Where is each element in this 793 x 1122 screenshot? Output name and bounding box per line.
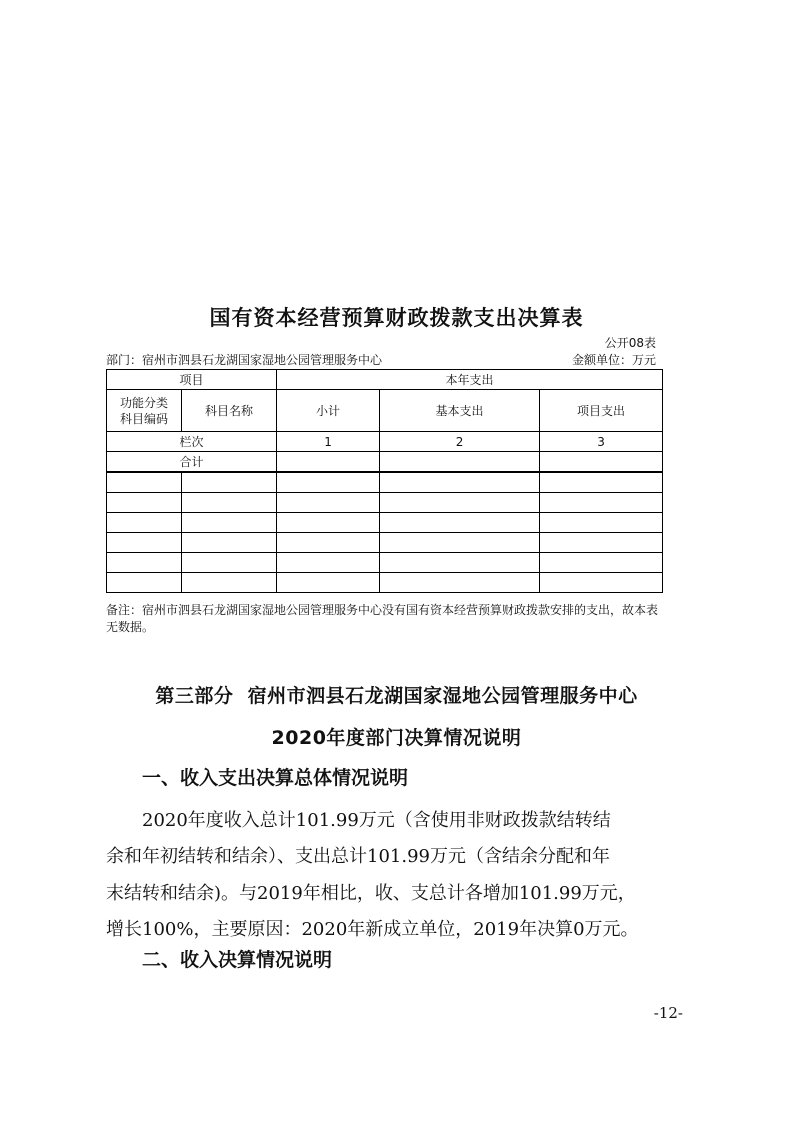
total-subtotal [277, 452, 380, 473]
table-header-row [107, 370, 663, 390]
part-subtitle: 2020年度部门决算情况说明 [271, 727, 522, 749]
table-row [107, 472, 663, 493]
paragraph-line: 余和年初结转和结余）、支出总计101.99万元（含结余分配和年 [106, 846, 610, 867]
total-label: 合计 [107, 452, 277, 473]
col-project-expenditure: 项目支出 [540, 390, 663, 432]
index-2: 2 [380, 432, 540, 452]
section-heading-2: 二、收入决算情况说明 [142, 949, 333, 971]
col-subtotal: 小计 [277, 390, 380, 432]
table-index-row [107, 432, 663, 452]
total-project [540, 452, 663, 473]
table-row [107, 553, 663, 573]
table-row [107, 573, 663, 593]
table-row [107, 493, 663, 513]
paragraph-line: 2020年度收入总计101.99万元（含使用非财政拨款结转结 [142, 810, 611, 831]
col-subject-name: 科目名称 [182, 390, 277, 432]
paragraph-line: 增长100%，主要原因：2020年新成立单位，2019年决算0万元。 [106, 919, 639, 940]
table-total-row [107, 452, 663, 473]
paragraph-line: 末结转和结余)。与2019年相比，收、支总计各增加101.99万元， [106, 883, 636, 904]
page-number: -12- [653, 1004, 683, 1022]
row-index-label: 栏次 [107, 432, 277, 452]
total-basic [380, 452, 540, 473]
header-current-year: 本年支出 [277, 370, 663, 390]
form-number: 公开08表 [604, 336, 656, 350]
appropriation-table [106, 369, 663, 593]
index-1: 1 [277, 432, 380, 452]
department-label: 部门：宿州市泗县石龙湖国家湿地公园管理服务中心 [106, 353, 383, 367]
col-basic-expenditure: 基本支出 [380, 390, 540, 432]
col-func-code: 功能分类 科目编码 [107, 390, 182, 432]
header-project: 项目 [107, 370, 277, 390]
table-row [107, 533, 663, 553]
table-note: 备注：宿州市泗县石龙湖国家湿地公园管理服务中心没有国有资本经营预算财政拨款安排的支出，故本表无数据。 [106, 603, 659, 634]
part-title: 第三部分 宿州市泗县石龙湖国家湿地公园管理服务中心 [155, 685, 638, 707]
table-row [107, 513, 663, 533]
table-title: 国有资本经营预算财政拨款支出决算表 [209, 306, 584, 330]
amount-unit-label: 金额单位：万元 [571, 353, 656, 367]
index-3: 3 [540, 432, 663, 452]
table-subheader-row [107, 390, 663, 432]
section-heading-1: 一、收入支出决算总体情况说明 [142, 767, 409, 789]
